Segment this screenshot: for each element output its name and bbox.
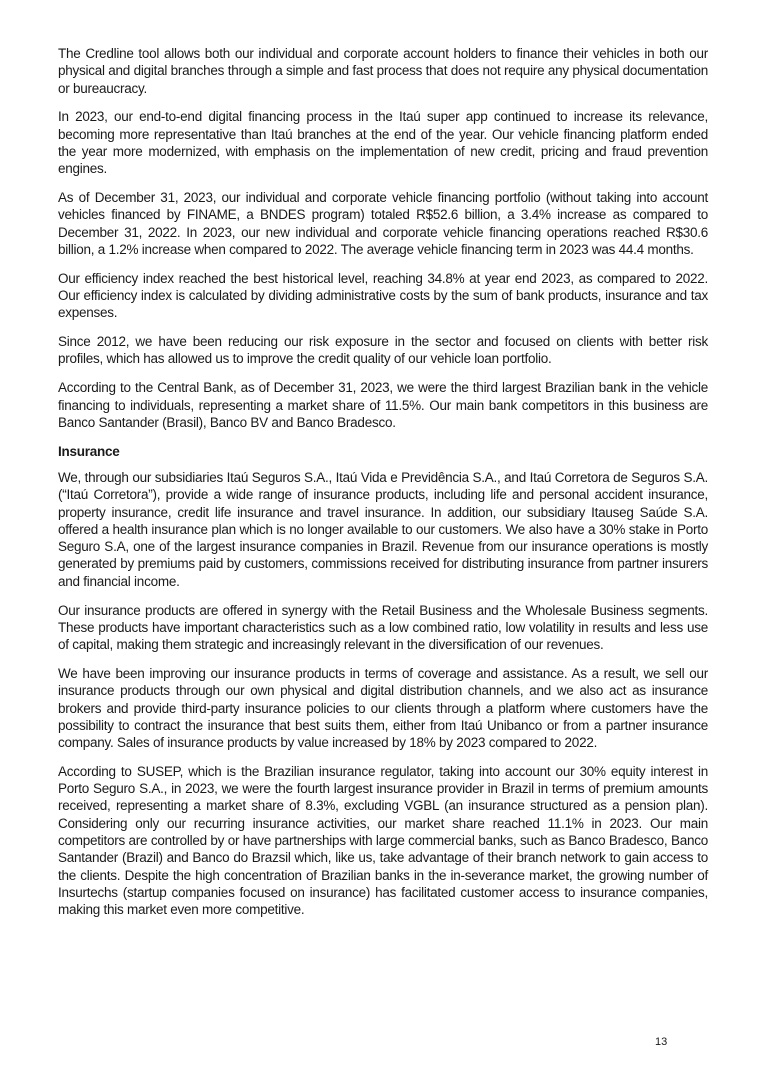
paragraph-digital-financing: In 2023, our end-to-end digital financing process in the Itaú super app continued to increase its relevance, becoming more representative than Itaú branches at the end of the year. Our vehicle financing platform ended the year more modernized, with emphasis on the implementation of new credit, pricing and fraud prevention engines.: [58, 109, 708, 177]
section-heading-insurance: Insurance: [58, 443, 120, 459]
paragraph-risk-exposure: Since 2012, we have been reducing our risk exposure in the sector and focused on clients with better risk profiles, which has allowed us to improve the credit quality of our vehicle loan portfolio.: [58, 334, 708, 367]
paragraph-insurance-subsidiaries: We, through our subsidiaries Itaú Seguros S.A., Itaú Vida e Previdência S.A., and Itaú Corretora de Seguros S.A. (“Itaú Corretora”), provide a wide range of insurance products, including life and personal accident insurance, property insurance, credit life insurance and travel insurance. In addition, our subsidiary Itauseg Saúde S.A. offered a health insurance plan which is no longer available to our customers. We also have a 30% stake in Porto Seguro S.A, one of the largest insurance companies in Brazil. Revenue from our insurance operations is mostly generated by premiums paid by customers, commissions received for distributing insurance from partner insurers and financial income.: [58, 469, 708, 589]
paragraph-insurance-improvements: We have been improving our insurance products in terms of coverage and assistance. As a result, we sell our insurance products through our own physical and digital distribution channels, and we also act as insurance brokers and provide third-party insurance policies to our clients through a platform where customers have the possibility to contract the insurance that best suits them, either from Itaú Unibanco or from a partner insurance company. Sales of insurance products by value increased by 18% by 2023 compared to 2022.: [58, 665, 708, 751]
paragraph-efficiency-index: Our efficiency index reached the best historical level, reaching 34.8% at year end 2023, as compared to 2022. Our efficiency index is calculated by dividing administrative costs by the sum of bank products, insurance and tax expenses.: [58, 270, 708, 321]
paragraph-insurance-synergy: Our insurance products are offered in synergy with the Retail Business and the Wholesale Business segments. These products have important characteristics such as a low combined ratio, low volatility in results and less use of capital, making them strategic and increasingly relevant in the diversification of our revenues.: [58, 602, 708, 653]
paragraph-market-share: According to the Central Bank, as of December 31, 2023, we were the third largest Brazilian bank in the vehicle financing to individuals, representing a market share of 11.5%. Our main bank competitors in this business are Banco Santander (Brasil), Banco BV and Banco Bradesco.: [58, 380, 708, 430]
paragraph-insurance-susep: According to SUSEP, which is the Brazilian insurance regulator, taking into account our 30% equity interest in Porto Seguro S.A., in 2023, we were the fourth largest insurance provider in Brazil in terms of premium amounts received, representing a market share of 8.3%, excluding VGBL (an insurance structured as a pension plan). Considering only our recurring insurance activities, our market share reached 11.1% in 2023. Our main competitors are controlled by or have partnerships with large commercial banks, such as Banco Bradesco, Banco Santander (Brazil) and Banco do Brazsil which, like us, take advantage of their branch network to gain access to the clients. Despite the high concentration of Brazilian banks in the in-severance market, the growing number of Insurtechs (startup companies focused on insurance) has facilitated customer access to insurance companies, making this market even more competitive.: [58, 763, 708, 918]
paragraph-vehicle-portfolio: As of December 31, 2023, our individual and corporate vehicle financing portfolio (without taking into account vehicles financed by FINAME, a BNDES program) totaled R$52.6 billion, a 3.4% increase as compared to December 31, 2022. In 2023, our new individual and corporate vehicle financing operations reached R$30.6 billion, a 1.2% increase when compared to 2022. The average vehicle financing term in 2023 was 44.4 months.: [58, 190, 708, 257]
paragraph-credline: The Credline tool allows both our individual and corporate account holders to finance their vehicles in both our physical and digital branches through a simple and fast process that does not require any physical documentation or bureaucracy.: [58, 46, 708, 96]
document-body: [58, 45, 708, 930]
page-number: 13: [655, 1036, 668, 1048]
